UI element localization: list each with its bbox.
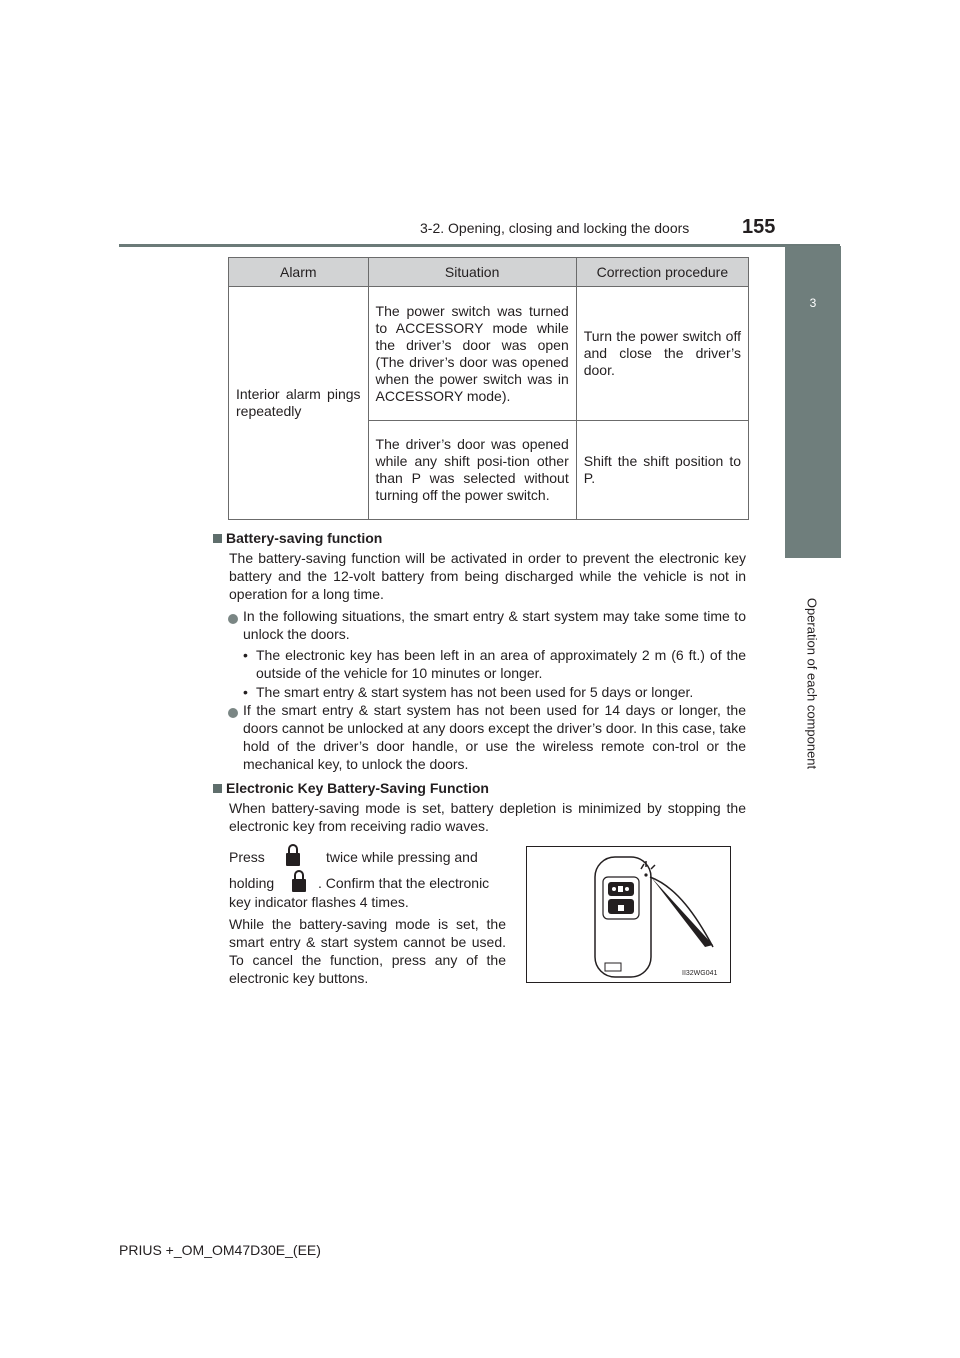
electronic-key-intro: When battery-saving mode is set, battery depletion is minimized by stopping the electronic key from receiving radio waves.	[229, 800, 746, 834]
lock-icon	[284, 842, 302, 868]
key-illustration	[526, 846, 731, 983]
bullet-item: In the following situations, the smart entry & start system may take some time to unlock the doors.	[243, 608, 746, 642]
table-header-row	[229, 258, 749, 287]
table-row	[229, 287, 749, 421]
press-text: twice while pressing and	[326, 849, 478, 865]
battery-saving-heading	[213, 529, 382, 547]
situation-cell: The power switch was turned to ACCESSORY mode while the driver’s door was open (The driver’s door was opened when the power switch was in ACCESSORY mode).	[368, 287, 576, 421]
bullet-item: If the smart entry & start system has not been used for 14 days or longer, the doors cannot be unlocked at any doors except the driver’s door. In this case, take hold of the driver’s door handle, or use the wireless remote con-trol or the mechanical key, to unlock the doors.	[243, 702, 747, 772]
press-text: Press	[229, 849, 265, 865]
alarm-table	[228, 257, 749, 520]
holding-text: key indicator flashes 4 times.	[229, 894, 409, 910]
correction-cell: Turn the power switch off and close the driver’s door.	[576, 287, 748, 421]
page-number: 155	[742, 216, 776, 238]
heading-text: Electronic Key Battery-Saving Function	[226, 780, 489, 796]
battery-saving-note: While the battery-saving mode is set, the smart entry & start system cannot be used. To cancel the function, press any of the electronic key buttons.	[229, 916, 506, 986]
electronic-key-heading	[213, 779, 489, 797]
chapter-label: Operation of each component	[804, 597, 820, 770]
sub-bullet-icon: •	[243, 684, 248, 700]
heading-square-icon	[213, 534, 222, 543]
heading-square-icon	[213, 784, 222, 793]
bullet-icon	[228, 614, 238, 624]
battery-saving-intro: The battery-saving function will be activated in order to prevent the electronic key battery and the 12-volt battery from being discharged while the vehicle is not in operation for a long time.	[229, 550, 746, 602]
holding-text: . Confirm that the electronic	[318, 875, 490, 891]
heading-text: Battery-saving function	[226, 530, 383, 546]
sub-bullet-item: The electronic key has been left in an area of approximately 2 m (6 ft.) of the outside of the vehicle for 10 minutes or longer.	[256, 647, 746, 681]
sub-bullet-item: The smart entry & start system has not been used for 5 days or longer.	[256, 684, 694, 700]
holding-text: holding	[229, 875, 275, 891]
lock-icon	[290, 868, 308, 894]
alarm-cell: Interior alarm pings repeatedly	[229, 287, 369, 520]
correction-cell: Shift the shift position to P.	[576, 421, 748, 520]
electronic-key-drawing	[527, 847, 730, 982]
bullet-icon	[228, 708, 238, 718]
image-code: II32WG041	[682, 970, 718, 977]
situation-cell: The driver’s door was opened while any shift posi-tion other than P was selected without turning off the power switch.	[368, 421, 576, 520]
chapter-number: 3	[809, 296, 817, 310]
chapter-tab	[785, 246, 841, 558]
column-header: Alarm	[229, 258, 369, 287]
section-title: 3-2. Opening, closing and locking the doors	[420, 220, 690, 236]
column-header: Situation	[368, 258, 576, 287]
column-header: Correction procedure	[576, 258, 748, 287]
header-rule	[119, 244, 840, 247]
document-id: PRIUS +_OM_OM47D30E_(EE)	[119, 1242, 321, 1258]
sub-bullet-icon: •	[243, 647, 248, 663]
